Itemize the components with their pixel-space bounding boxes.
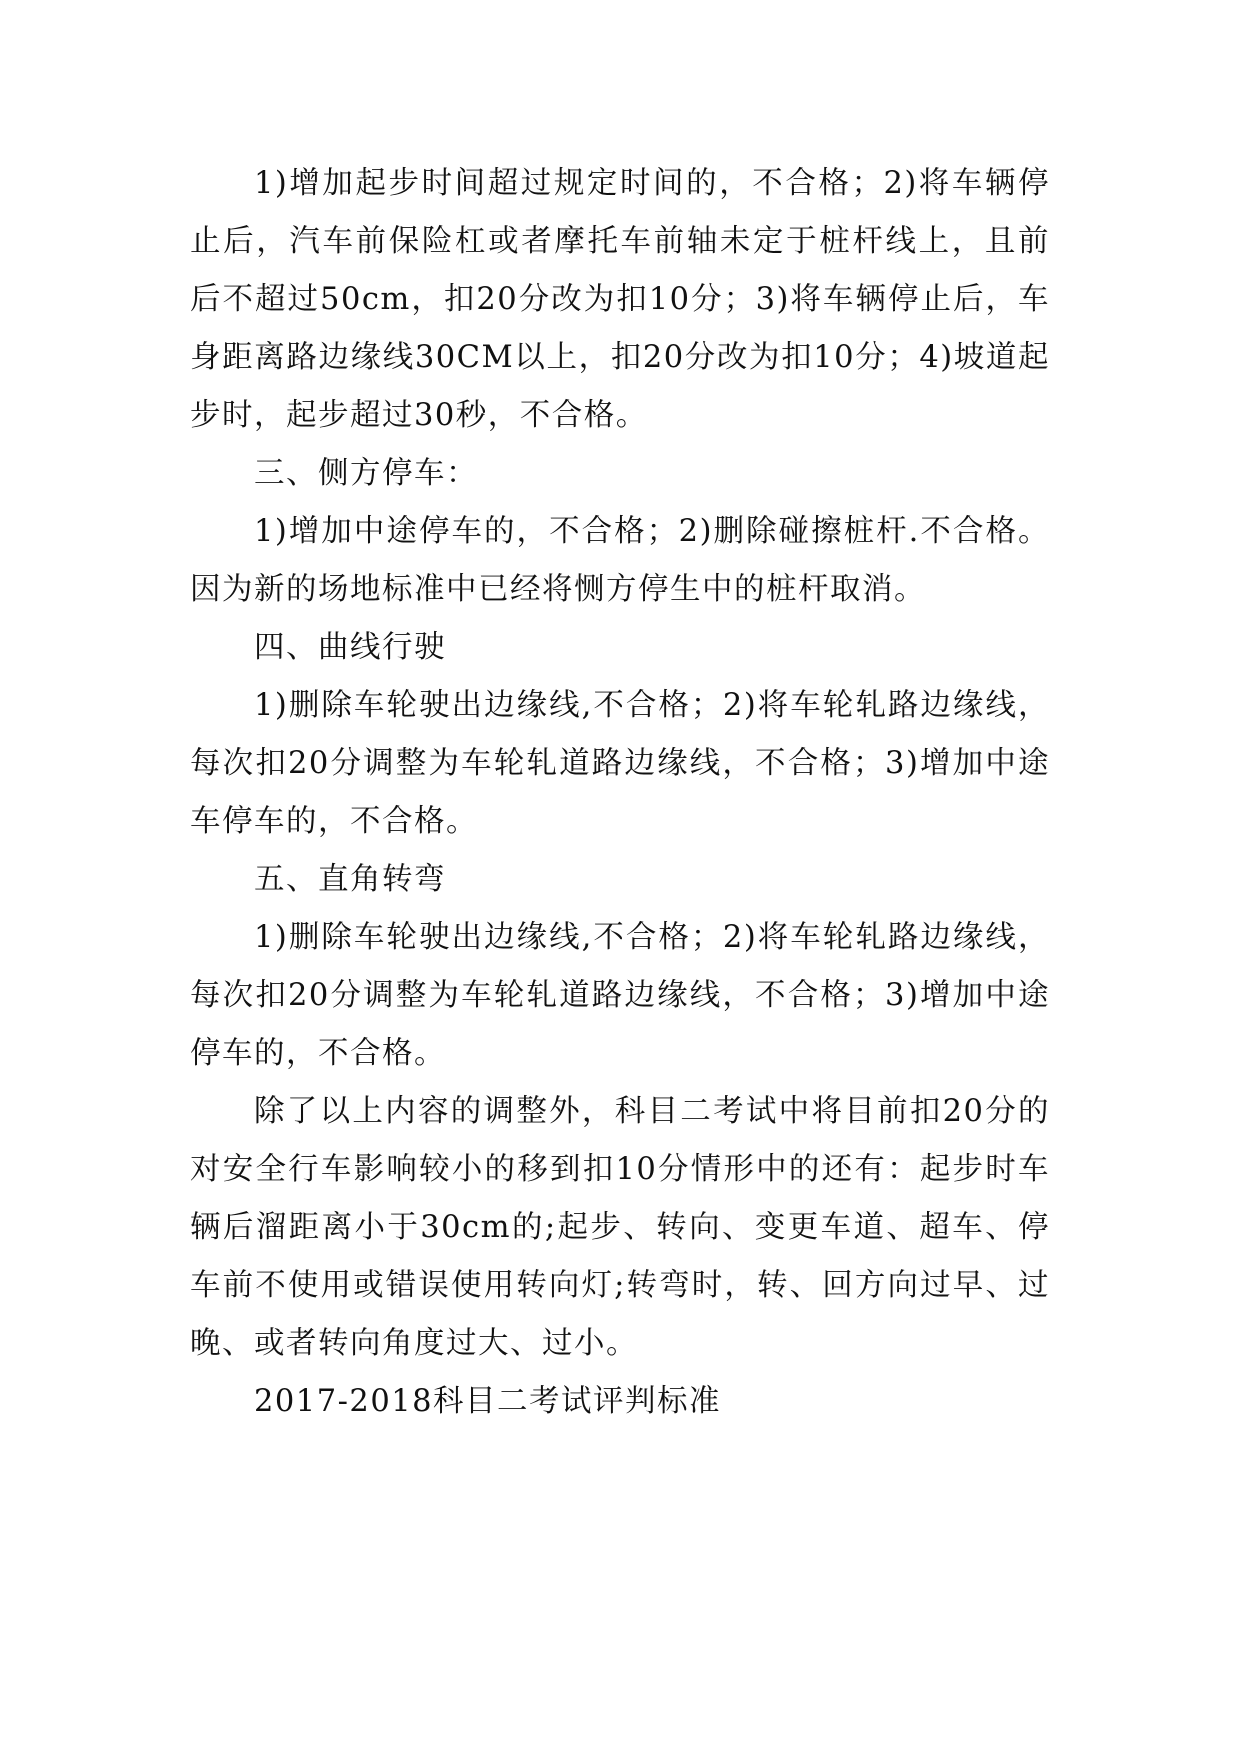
- heading-side-parking: 三、侧方停车：: [254, 456, 478, 491]
- paragraph-other-adjustments: 除了以上内容的调整外，科目二考试中将目前扣20分的对安全行车影响较小的移到扣10分情形中的还有：起步时车辆后溜距离小于30cm的;起步、转向、变更车道、超车、停车前不使用或错误使用转向灯;转弯时，转、回方向过早、过晚、或者转向角度过大、过小。: [190, 1094, 1050, 1361]
- paragraph-curve-driving-rules: 1)删除车轮驶出边缘线,不合格；2)将车轮轧路边缘线，每次扣20分调整为车轮轧道路边缘线，不合格；3)增加中途车停车的，不合格。: [190, 688, 1050, 839]
- paragraph-side-parking-rules: 1)增加中途停车的，不合格；2)删除碰擦桩杆.不合格。因为新的场地标准中已经将恻方停生中的桩杆取消。: [190, 514, 1050, 607]
- heading-curve-driving: 四、曲线行驶: [254, 630, 446, 665]
- paragraph-right-angle-turn-rules: 1)删除车轮驶出边缘线,不合格；2)将车轮轧路边缘线，每次扣20分调整为车轮轧道路边缘线，不合格；3)增加中途停车的，不合格。: [190, 920, 1050, 1071]
- section-title-2017-2018-standard: 2017-2018科目二考试评判标准: [254, 1384, 722, 1419]
- heading-right-angle-turn: 五、直角转弯: [254, 862, 446, 897]
- paragraph-start-rules: 1)增加起步时间超过规定时间的，不合格；2)将车辆停止后，汽车前保险杠或者摩托车前轴未定于桩杆线上，且前后不超过50cm，扣20分改为扣10分；3)将车辆停止后，车身距离路边缘线30CM以上，扣20分改为扣10分；4)坡道起步时，起步超过30秒，不合格。: [190, 166, 1050, 433]
- document-body: [190, 155, 1050, 1431]
